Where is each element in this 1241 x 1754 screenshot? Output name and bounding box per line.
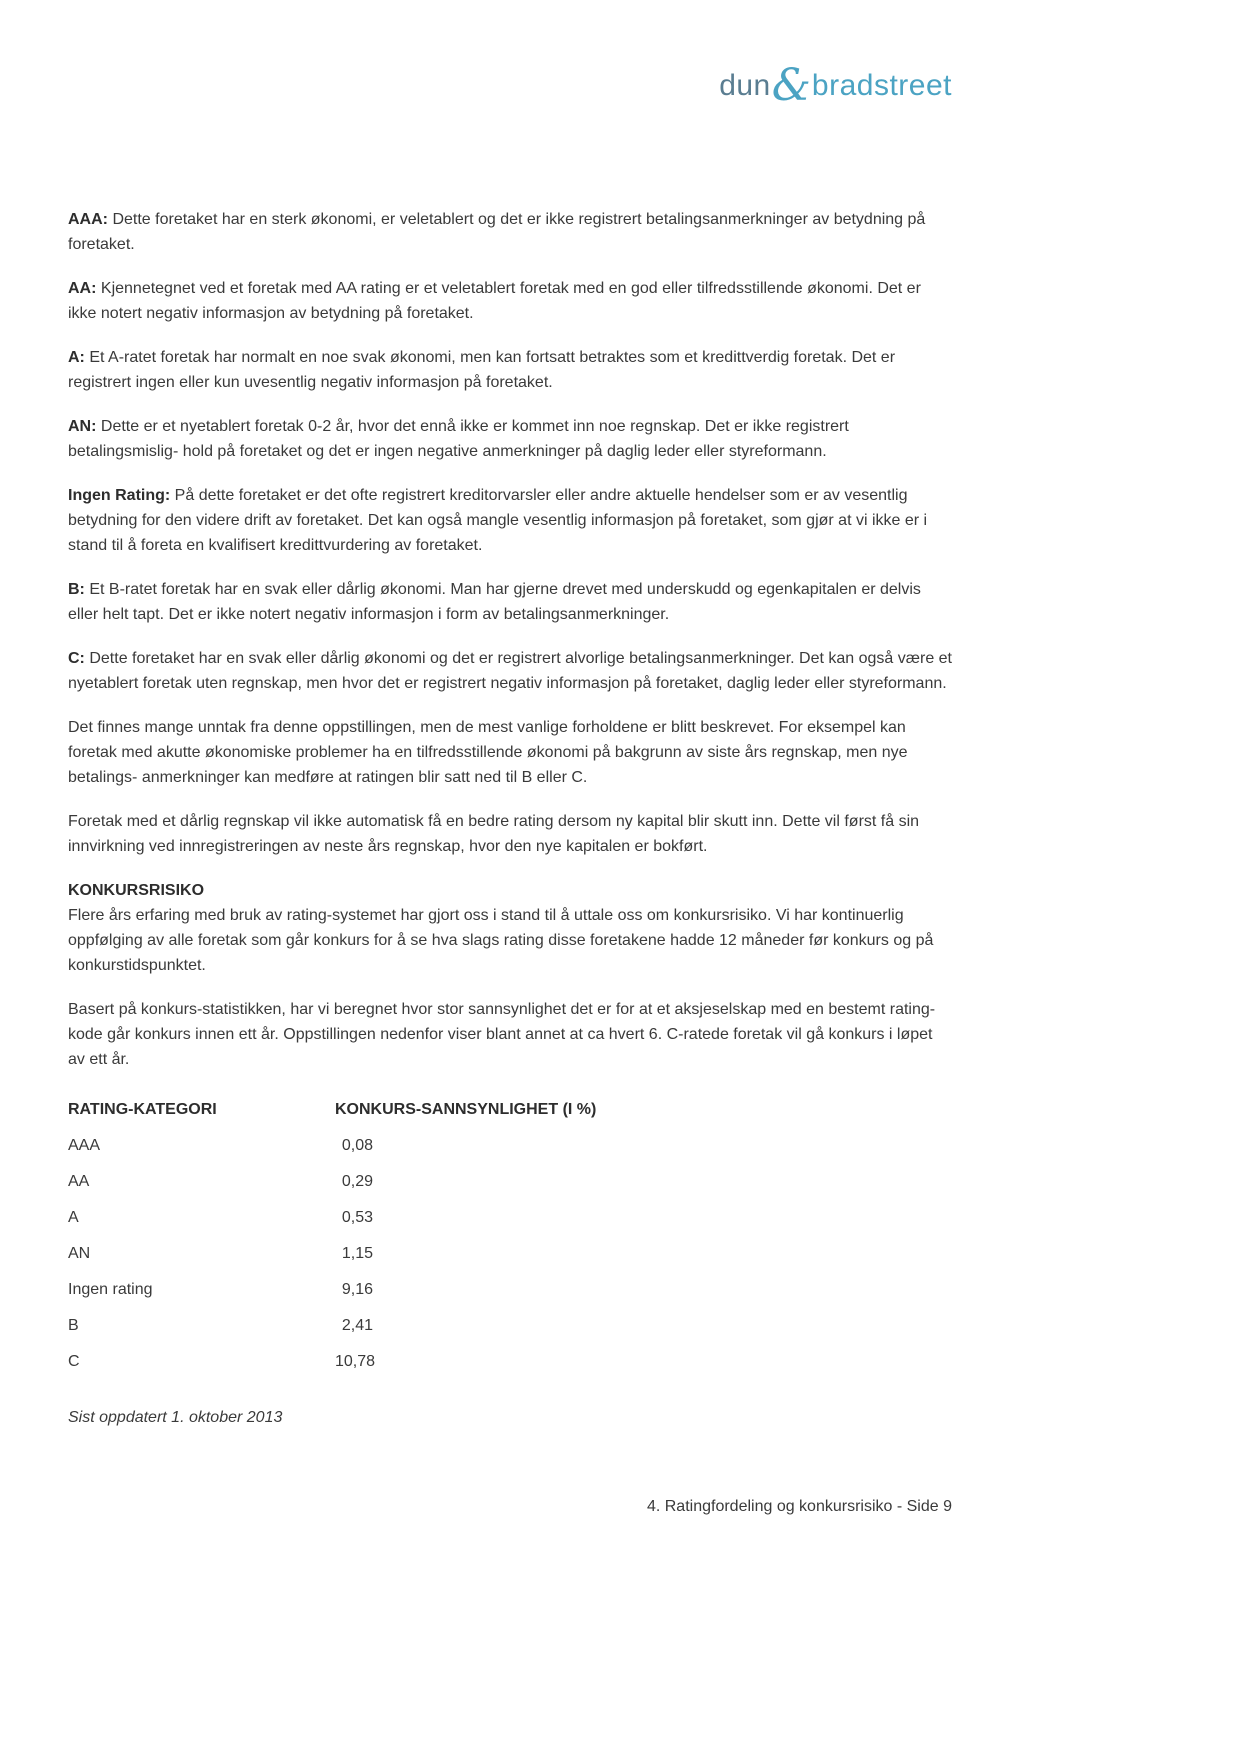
table-cell-category: AAA [68, 1136, 101, 1154]
konkursrisiko-section [68, 878, 952, 1072]
general-paragraph-capital: Foretak med et dårlig regnskap vil ikke automatisk få en bedre rating dersom ny kapital blir skutt inn. Dette vil først få sin innvirkning ved innregistreringen av neste års regnskap, hvor den nye kapitalen er bokført. [68, 813, 920, 855]
table-row-an [68, 1235, 952, 1271]
konkursrisiko-paragraph-1: Flere års erfaring med bruk av rating-systemet har gjort oss i stand til å uttale oss om konkursrisiko. Vi har kontinuerlig oppfølging av alle foretak som går konkurs for å se hva slags rating disse foretakene hadde 12 måneder før konkurs og på konkurstidspunktet. [68, 907, 934, 974]
rating-paragraph-a [68, 345, 952, 395]
table-header-category: RATING-KATEGORI [68, 1100, 217, 1118]
rating-paragraph-aaa [68, 207, 952, 257]
rating-label-a: A: [68, 349, 85, 366]
table-cell-value: 0,53 [341, 1208, 373, 1226]
rating-text-aaa: Dette foretaket har en sterk økonomi, er veletablert og det er ikke registrert betalingsanmerkninger av betydning på foretaket. [68, 211, 926, 253]
logo-ampersand-icon: & [771, 60, 811, 111]
dun-bradstreet-logo [68, 60, 952, 111]
table-row-ingen-rating [68, 1271, 952, 1307]
rating-label-c: C: [68, 650, 85, 667]
rating-label-b: B: [68, 581, 85, 598]
rating-text-a: Et A-ratet foretak har normalt en noe svak økonomi, men kan fortsatt betraktes som et kredittverdig foretak. Det er registrert ingen eller kun uvesentlig negativ informasjon på foretaket. [68, 349, 896, 391]
rating-label-ingen-rating: Ingen Rating: [68, 487, 171, 504]
rating-text-aa: Kjennetegnet ved et foretak med AA rating er et veletablert foretak med en god eller tilfredsstillende økonomi. Det er ikke notert negativ informasjon av betydning på foretaket. [68, 280, 921, 322]
table-header-probability: KONKURS-SANNSYNLIGHET (I %) [335, 1100, 597, 1118]
konkursrisiko-paragraph-2: Basert på konkurs-statistikken, har vi beregnet hvor stor sannsynlighet det er for at et aksjeselskap med en bestemt rating-kode går konkurs innen ett år. Oppstillingen nedenfor viser blant annet at ca hvert 6. C-ratede foretak vil gå konkurs i løpet av ett år. [68, 1001, 936, 1068]
table-cell-value: 1,15 [341, 1244, 373, 1262]
table-cell-value: 0,08 [341, 1136, 373, 1154]
rating-text-b: Et B-ratet foretak har en svak eller dårlig økonomi. Man har gjerne drevet med underskudd og egenkapitalen er delvis eller helt tapt. Det er ikke notert negativ informasjon i form av betalingsanmerkninger. [68, 581, 921, 623]
table-cell-value: 0,29 [341, 1172, 373, 1190]
table-cell-value: 9,16 [341, 1280, 373, 1298]
table-header-row [68, 1091, 952, 1127]
last-updated-note: Sist oppdatert 1. oktober 2013 [68, 1409, 283, 1426]
table-cell-value: 10,78 [335, 1352, 376, 1370]
table-row-c [68, 1343, 952, 1379]
rating-paragraph-an [68, 414, 952, 464]
table-cell-category: AA [68, 1172, 90, 1190]
rating-label-an: AN: [68, 418, 97, 435]
table-cell-value: 2,41 [341, 1316, 373, 1334]
table-row-a [68, 1199, 952, 1235]
table-cell-category: AN [68, 1244, 91, 1262]
logo-text-bradstreet: bradstreet [811, 69, 952, 102]
table-cell-category: C [68, 1352, 80, 1370]
document-content [68, 0, 952, 1446]
table-row-aa [68, 1163, 952, 1199]
general-paragraph-exceptions: Det finnes mange unntak fra denne oppstillingen, men de mest vanlige forholdene er blitt beskrevet. For eksempel kan foretak med akutte økonomiske problemer ha en tilfredsstillende økonomi på bakgrunn av siste års regnskap, men nye betalings- anmerkninger kan medføre at ratingen blir satt ned til B eller C. [68, 719, 908, 786]
rating-text-c: Dette foretaket har en svak eller dårlig økonomi og det er registrert alvorlige betalingsanmerkninger. Det kan også være et nyetablert foretak uten regnskap, men hvor det er registrert negativ informasjon på foretaket, daglig leder eller styreformann. [68, 650, 952, 692]
table-cell-category: A [68, 1208, 79, 1226]
page-footer: 4. Ratingfordeling og konkursrisiko - Side 9 [646, 1498, 952, 1515]
rating-probability-table [68, 1091, 952, 1379]
section-heading: KONKURSRISIKO [68, 882, 205, 899]
rating-text-an: Dette er et nyetablert foretak 0-2 år, hvor det ennå ikke er kommet inn noe regnskap. Det er ikke registrert betalingsmislig- hold på foretaket og det er ingen negative anmerkninger på daglig leder eller styreformann. [68, 418, 849, 460]
rating-label-aa: AA: [68, 280, 97, 297]
table-row-aaa [68, 1127, 952, 1163]
table-cell-category: B [68, 1316, 79, 1334]
rating-paragraph-b [68, 577, 952, 627]
rating-text-ingen-rating: På dette foretaket er det ofte registrert kreditorvarsler eller andre aktuelle hendelser som er av vesentlig betydning for den videre drift av foretaket. Det kan også mangle vesentlig informasjon på foretaket, som gjør at vi ikke er i stand til å foreta en kvalifisert kredittvurdering av foretaket. [68, 487, 928, 554]
rating-paragraph-ingen-rating [68, 483, 952, 558]
table-cell-category: Ingen rating [68, 1280, 153, 1298]
rating-label-aaa: AAA: [68, 211, 108, 228]
rating-paragraph-c [68, 646, 952, 696]
logo-text-dun: dun [719, 69, 771, 102]
table-row-b [68, 1307, 952, 1343]
rating-paragraph-aa [68, 276, 952, 326]
